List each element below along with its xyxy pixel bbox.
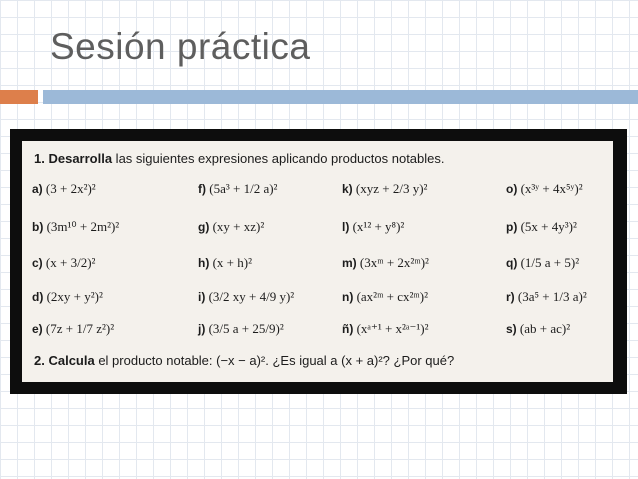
exercise-item-s: s) (ab + ac)² bbox=[506, 321, 571, 336]
slide-title: Sesión práctica bbox=[50, 26, 311, 67]
exercise-2-text: el producto notable: (−x − a)². ¿Es igual a (x + a)²? ¿Por qué? bbox=[94, 353, 455, 368]
exercise-1-number: 1. bbox=[34, 151, 45, 166]
exercise-item-j: j) (3/5 a + 25/9)² bbox=[198, 321, 284, 336]
exercise-item-h: h) (x + h)² bbox=[198, 255, 252, 270]
exercise-2-number: 2. bbox=[34, 353, 45, 368]
exercise-item-i: i) (3/2 xy + 4/9 y)² bbox=[198, 289, 295, 304]
exercise-item-g: g) (xy + xz)² bbox=[198, 219, 265, 234]
exercise-1-text: las siguientes expresiones aplicando productos notables. bbox=[112, 151, 445, 166]
exercise-item-enie: ñ) (xᵃ⁺¹ + x²ᵃ⁻¹)² bbox=[342, 321, 429, 336]
exercise-2-keyword: Calcula bbox=[48, 353, 95, 368]
exercise-2-heading bbox=[34, 353, 454, 368]
accent-bar-orange bbox=[0, 90, 38, 104]
exercise-item-n: n) (ax²ᵐ + cx²ᵐ)² bbox=[342, 289, 429, 304]
exercise-item-f: f) (5a³ + 1/2 a)² bbox=[198, 181, 278, 196]
exercise-item-p: p) (5x + 4y³)² bbox=[506, 219, 577, 234]
exercise-item-q: q) (1/5 a + 5)² bbox=[506, 255, 580, 270]
exercise-item-m: m) (3xᵐ + 2x²ᵐ)² bbox=[342, 255, 429, 270]
exercise-item-a: a) (3 + 2x²)² bbox=[32, 181, 96, 196]
exercise-1-keyword: Desarrolla bbox=[48, 151, 113, 166]
exercise-item-d: d) (2xy + y²)² bbox=[32, 289, 103, 304]
exercise-item-e: e) (7z + 1/7 z²)² bbox=[32, 321, 115, 336]
exercise-item-c: c) (x + 3/2)² bbox=[32, 255, 96, 270]
exercise-item-k: k) (xyz + 2/3 y)² bbox=[342, 181, 428, 196]
exercise-item-o: o) (x³ʸ + 4x⁵ʸ)² bbox=[506, 181, 583, 196]
exercise-item-r: r) (3a⁵ + 1/3 a)² bbox=[506, 289, 587, 304]
exercise-item-b: b) (3m¹⁰ + 2m²)² bbox=[32, 219, 120, 234]
exercise-sheet bbox=[22, 141, 613, 382]
exercise-item-l: l) (x¹² + y⁸)² bbox=[342, 219, 405, 234]
exercise-1-heading bbox=[34, 151, 445, 166]
accent-bar-blue bbox=[43, 90, 638, 104]
